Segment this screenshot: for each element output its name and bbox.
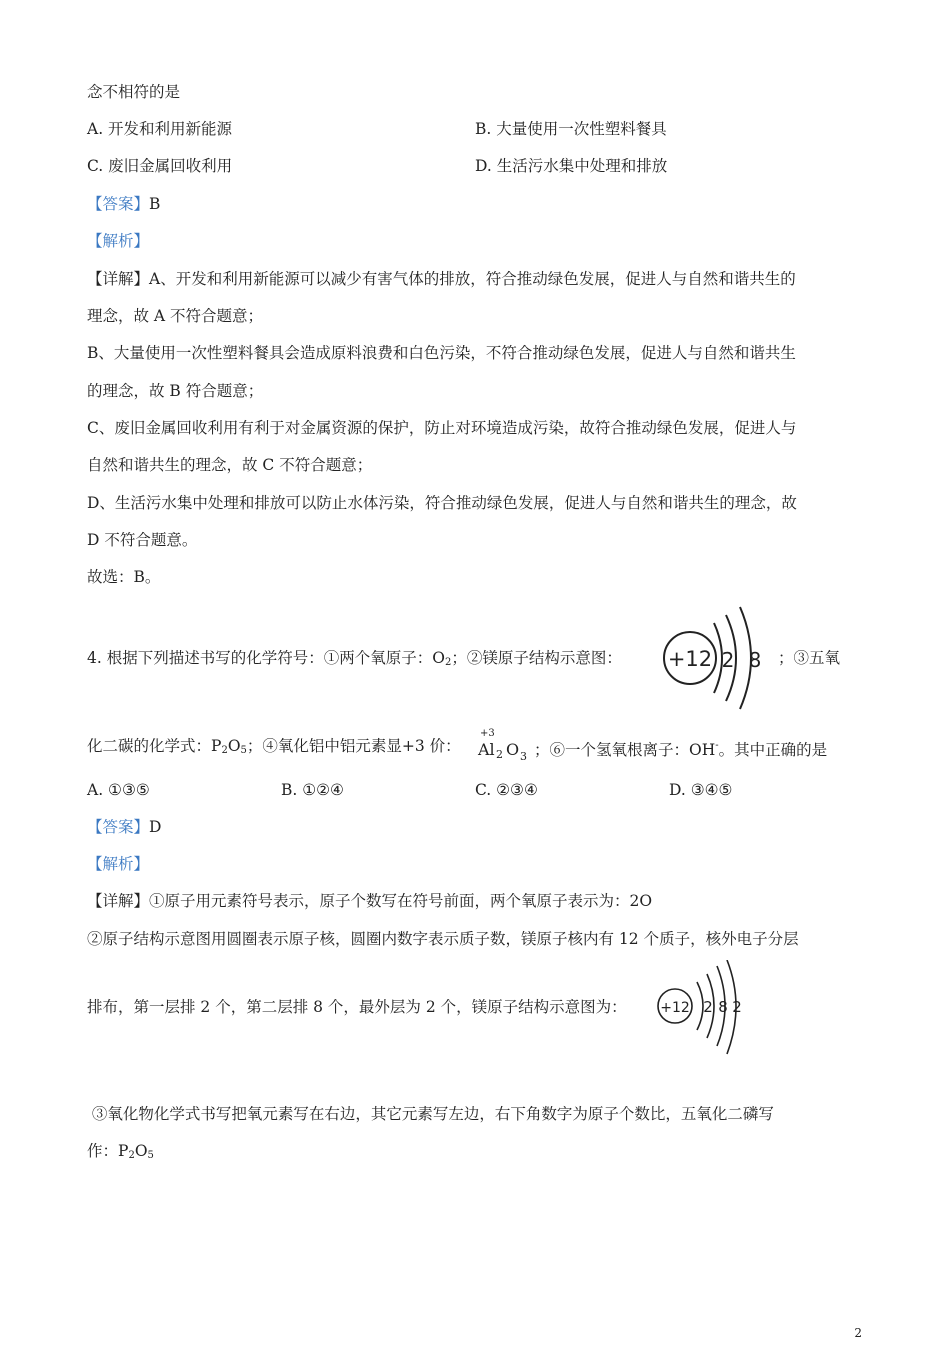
- atom-shell-electrons: 8: [748, 648, 762, 672]
- q3-detail-line: D 不符合题意。: [87, 531, 198, 549]
- q3-option-c: C. 废旧金属回收利用: [87, 157, 233, 175]
- answer-tag: 【答案】: [87, 195, 150, 213]
- q3-detail-line: 自然和谐共生的理念，故 C 不符合题意；: [87, 456, 373, 474]
- q3-option-d: D. 生活污水集中处理和排放: [475, 157, 668, 175]
- alumina-valence-formula: +3 Al 2 O 3: [478, 728, 527, 763]
- q4-option-a: A. ①③⑤: [87, 781, 150, 799]
- q4-stem-line2-end: ；⑥一个氢氧根离子：OH-。其中正确的是: [534, 740, 828, 759]
- q3-analysis-tag: 【解析】: [87, 232, 150, 250]
- atom-shell-electrons: 2: [732, 998, 742, 1016]
- q3-detail-line: 理念，故 A 不符合题意；: [87, 307, 264, 325]
- atom-shell-electrons: 8: [718, 998, 728, 1016]
- magnesium-atom-structure-diagram: [653, 960, 748, 1056]
- q3-detail-line: D、生活污水集中处理和排放可以防止水体污染，符合推动绿色发展，促进人与自然和谐共生的理念，故: [87, 494, 797, 512]
- answer-tag: 【答案】: [87, 818, 150, 836]
- answer-value: D: [149, 818, 162, 836]
- atom-shell-electrons: 2: [703, 998, 713, 1016]
- q3-answer: [87, 194, 160, 214]
- q4-stem-line1-end: ；③五氧: [778, 649, 841, 667]
- q4-option-b: B. ①②④: [281, 781, 344, 799]
- q4-detail-line: ③氧化物化学式书写把氧元素写在右边，其它元素写左边，右下角数字为原子个数比，五氧化二磷写: [87, 1105, 774, 1123]
- q3-detail-line: C、废旧金属回收利用有利于对金属资源的保护，防止对环境造成污染，故符合推动绿色发展，促进人与: [87, 419, 797, 437]
- q4-stem-line2: 化二碳的化学式：$P_2O_5$；④氧化铝中铝元素显+3 价：: [87, 737, 461, 756]
- q4-stem-line1: 4. 根据下列描述书写的化学符号：①两个氧原子：$O_2$；②镁原子结构示意图：: [87, 649, 622, 668]
- q3-detail-line: B、大量使用一次性塑料餐具会造成原料浪费和白色污染，不符合推动绿色发展，促进人与自然和谐共生: [87, 344, 796, 362]
- q4-detail-line: 排布，第一层排 2 个，第二层排 8 个，最外层为 2 个，镁原子结构示意图为：: [87, 998, 627, 1016]
- question-stem-tail: 念不相符的是: [87, 83, 181, 101]
- q4-answer: [87, 817, 161, 837]
- q4-option-d: D. ③④⑤: [669, 781, 733, 799]
- answer-value: B: [149, 195, 161, 213]
- q3-detail-line: 故选：B。: [87, 568, 161, 586]
- atom-shell-electrons: 2: [721, 648, 735, 672]
- q3-detail-line: 的理念，故 B 符合题意；: [87, 382, 264, 400]
- q4-analysis-tag: 【解析】: [87, 855, 150, 873]
- q4-option-c: C. ②③④: [475, 781, 538, 799]
- q4-detail-line-last: 作：$P_2O_5$: [87, 1142, 154, 1161]
- atom-nucleus-charge: +12: [660, 1000, 690, 1016]
- q3-option-a: A. 开发和利用新能源: [87, 120, 233, 138]
- q4-detail-line: ②原子结构示意图用圆圈表示原子核，圆圈内数字表示质子数，镁原子核内有 12 个质子，核外电子分层: [87, 930, 799, 948]
- atom-nucleus-charge: +12: [667, 647, 713, 671]
- q3-option-b: B. 大量使用一次性塑料餐具: [475, 120, 667, 138]
- q4-detail-line: 【详解】①原子用元素符号表示，原子个数写在符号前面，两个氧原子表示为：2O: [87, 892, 653, 910]
- magnesium-atom-structure-diagram: [658, 605, 768, 710]
- q3-detail-line: 【详解】A、开发和利用新能源可以减少有害气体的排放，符合推动绿色发展，促进人与自然和谐共生的: [87, 270, 796, 288]
- page-number: 2: [854, 1326, 862, 1340]
